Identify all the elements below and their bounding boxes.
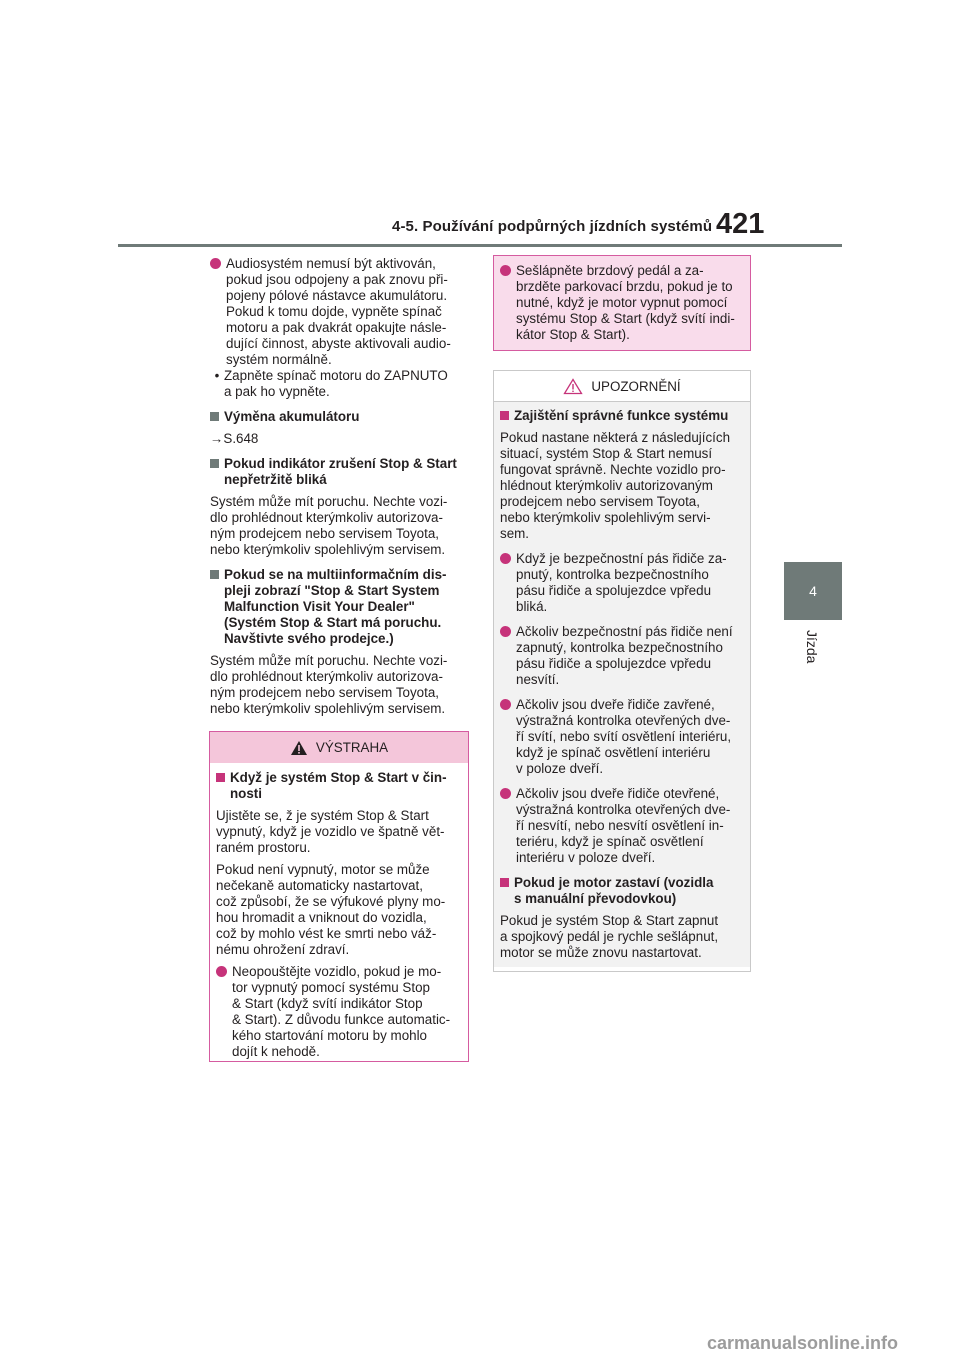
battery-heading: Výměna akumulátoru (210, 409, 468, 425)
caution-header (494, 371, 750, 402)
bullet-dot-icon (500, 553, 511, 564)
chapter-label: Jízda (804, 630, 820, 664)
warning-title: VÝSTRAHA (315, 740, 389, 755)
warning-para-1: Ujistěte se, ž je systém Stop & Start vypnutý, když je vozidlo ve špatně vět- raném prostoru. (216, 808, 445, 855)
chapter-tab: 4 (784, 562, 842, 620)
warning-triangle-icon (290, 740, 308, 756)
indicator-text: Systém může mít poruchu. Nechte vozi- dlo prohlédnout kterýmkoliv autorizova- ným prodejcem nebo servisem Toyota, nebo kterýmkoliv spolehlivým servisem. (210, 494, 448, 557)
square-bullet-icon (210, 459, 219, 468)
caution-heading-1: Zajištění správné funkce systému (500, 408, 744, 424)
header-divider (118, 244, 842, 247)
warning-heading: Když je systém Stop & Start v čin- nosti (216, 770, 462, 802)
caution-triangle-icon (563, 378, 583, 395)
audio-bullet-text: Audiosystém nemusí být aktivován, pokud jsou odpojeny a pak znovu při- pojeny pólové nástavce akumulátoru. Pokud k tomu dojde, vypněte spínač motoru a pak dvakrát opakujte násle- dující činnost, abyste aktivovali audio- systém normálně. (226, 256, 451, 367)
left-column (210, 256, 468, 717)
bullet-dot-icon (500, 265, 511, 276)
section-title: 4-5. Používání podpůrných jízdních systémů (392, 218, 713, 235)
note-bullet: Sešlápněte brzdový pedál a za- brzděte parkovací brzdu, pokud je to nutné, když je motor vypnut pomocí systému Stop & Start (když svítí indi- kátor Stop & Start). (500, 263, 744, 343)
note-box (493, 255, 751, 351)
watermark: carmanualsonline.info (707, 1333, 899, 1353)
square-bullet-icon (500, 878, 509, 887)
bullet-dot-icon (210, 258, 221, 269)
audio-sub-item: • Zapněte spínač motoru do ZAPNUTO a pak ho vypněte. (210, 368, 468, 400)
warning-header (210, 732, 468, 763)
caution-para-2: Pokud je systém Stop & Start zapnut a spojkový pedál je rychle sešlápnut, motor se může znovu nastartovat. (500, 913, 719, 960)
bullet-dot-icon (500, 788, 511, 799)
square-bullet-icon (210, 570, 219, 579)
warning-box (209, 731, 469, 1062)
square-bullet-icon (210, 412, 219, 421)
square-bullet-icon (216, 773, 225, 782)
audio-bullet (210, 256, 468, 368)
caution-para-1: Pokud nastane některá z následujících situací, systém Stop & Start nemusí fungovat správně. Nechte vozidlo pro- hlédnout kterýmkoliv autorizovaným prodejcem nebo servisem Toyota, nebo kterýmkoliv spolehlivým servi- sem. (500, 430, 731, 541)
caution-body (494, 402, 750, 967)
caution-bullet-3: Ačkoliv jsou dveře řidiče zavřené, výstražná kontrolka otevřených dve- ří svítí, nebo svítí osvětlení interiéru, když je spínač osvětlení interiéru v poloze dveří. (500, 697, 744, 777)
square-bullet-icon (500, 411, 509, 420)
page-number: 421 (716, 208, 765, 240)
display-heading: Pokud se na multiinformačním dis- pleji zobrazí "Stop & Start System Malfunction Visit Your Dealer" (Systém Stop & Start má poruchu. Navštivte svého prodejce.) (210, 567, 468, 647)
indicator-heading: Pokud indikátor zrušení Stop & Start nepřetržitě bliká (210, 456, 468, 488)
display-text: Systém může mít poruchu. Nechte vozi- dlo prohlédnout kterýmkoliv autorizova- ným prodejcem nebo servisem Toyota, nebo kterýmkoliv spolehlivým servisem. (210, 653, 448, 716)
caution-bullet-4: Ačkoliv jsou dveře řidiče otevřené, výstražná kontrolka otevřených dve- ří nesvítí, nebo nesvítí osvětlení in- teriéru, když je spínač osvětlení interiéru v poloze dveří. (500, 786, 744, 866)
caution-bullet-2: Ačkoliv bezpečnostní pás řidiče není zapnutý, kontrolka bezpečnostního pásu řidiče a spolujezdce vpředu nesvítí. (500, 624, 744, 688)
warning-body (210, 763, 468, 1060)
caution-box (493, 370, 751, 972)
bullet-dot-icon (500, 626, 511, 637)
battery-reference: →S.648 (210, 431, 259, 446)
sub-bullet: • (214, 368, 220, 383)
bullet-dot-icon (500, 699, 511, 710)
bullet-dot-icon (216, 966, 227, 977)
warning-para-2: Pokud není vypnutý, motor se může nečekaně automaticky nastartovat, což způsobí, že se výfukové plyny mo- hou hromadit a vniknout do vozidla, což by mohlo vést ke smrti nebo váž- nému ohrožení zdraví. (216, 862, 446, 957)
warning-bullet: Neopouštějte vozidlo, pokud je mo- tor vypnutý pomocí systému Stop & Start (když svítí indikátor Stop & Start). Z důvodu funkce automatic- kého startování motoru by mohlo dojít k nehodě. (216, 964, 462, 1060)
caution-title: UPOZORNĚNÍ (591, 378, 681, 394)
caution-heading-2: Pokud je motor zastaví (vozidla s manuální převodovkou) (500, 875, 744, 907)
caution-bullet-1: Když je bezpečnostní pás řidiče za- pnutý, kontrolka bezpečnostního pásu řidiče a spolujezdce vpředu bliká. (500, 551, 744, 615)
